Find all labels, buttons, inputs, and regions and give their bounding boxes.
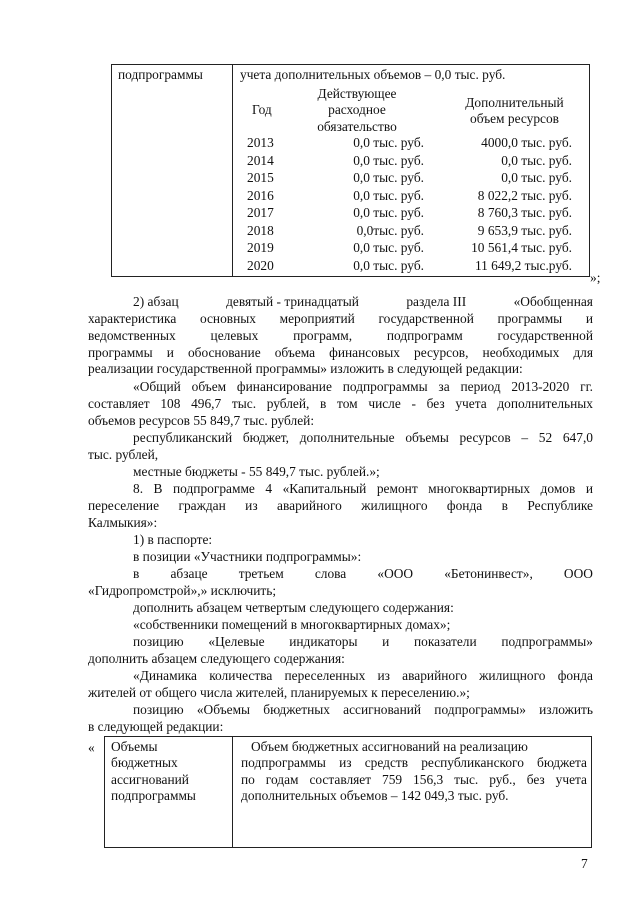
paragraph-line: республиканский бюджет, дополнительные объемы ресурсов – 52 647,0 [133, 430, 593, 445]
table-row: 2019 0,0 тыс. руб. 10 561,4 тыс. руб. [247, 240, 572, 255]
paragraph-line: программы и обоснование объема финансовых ресурсов, необходимых для [88, 345, 593, 360]
paragraph-line: характеристика основных мероприятий государственной программы и [88, 311, 593, 326]
table-rows [112, 135, 589, 275]
table-intro: учета дополнительных объемов – 0,0 тыс. руб. [240, 67, 506, 82]
header-year: Год [252, 102, 272, 117]
paragraph-line: «Общий объем финансирование подпрограммы за период 2013-2020 гг. [133, 379, 593, 394]
table-divider [232, 737, 233, 847]
paragraph-line: тыс. рублей, [88, 447, 159, 462]
table-row: 2015 0,0 тыс. руб. 0,0 тыс. руб. [247, 170, 572, 185]
paragraph-line: реализации государственной программы» изложить в следующей редакции: [88, 361, 523, 376]
open-quote: « [88, 740, 95, 755]
table-row: 2020 0,0 тыс. руб. 11 649,2 тыс.руб. [247, 257, 572, 273]
paragraph-line: позицию «Целевые индикаторы и показатели подпрограммы» [133, 634, 593, 649]
page-number: 7 [581, 856, 588, 871]
paragraph-line: «Динамика количества переселенных из аварийного жилищного фонда [133, 668, 593, 683]
table-label: подпрограммы [118, 67, 203, 82]
table-row: 2013 0,0 тыс. руб. 4000,0 тыс. руб. [247, 135, 572, 150]
closing-quote: »; [590, 270, 601, 285]
budget-text: Объем бюджетных ассигнований на реализацию подпрограммы из средств республиканского бюджета по годам составляет 759 156,3 тыс. руб., без учета дополнительных объемов – 142 049,3 тыс. руб. [241, 739, 587, 804]
paragraph-line: ведомственных целевых программ, подпрограмм государственной [88, 328, 593, 343]
table-label: Объемы бюджетных ассигнований подпрограммы [111, 739, 196, 804]
paragraph-line: в абзаце третьем слова «ООО «Бетонинвест», ООО [133, 566, 593, 581]
header-obligation: Действующее расходное обязательство [317, 86, 397, 134]
paragraph-line: местные бюджеты - 55 849,7 тыс. рублей.»; [133, 464, 380, 479]
paragraph-line: дополнить абзацем четвертым следующего содержания: [133, 600, 454, 615]
paragraph-line: переселение граждан из аварийного жилищного фонда в Республике [88, 498, 593, 513]
table-row: 2018 0,0тыс. руб. 9 653,9 тыс. руб. [247, 222, 572, 238]
header-additional: Дополнительный объем ресурсов [465, 95, 564, 127]
paragraph-line: 2) абзац девятый - тринадцатый раздела III «Обобщенная [133, 294, 593, 309]
table-row: 2017 0,0 тыс. руб. 8 760,3 тыс. руб. [247, 205, 572, 220]
paragraph-line: «собственники помещений в многоквартирных домах»; [133, 617, 451, 632]
paragraph-line: дополнить абзацем следующего содержания: [88, 651, 345, 666]
paragraph-line: 8. В подпрограмме 4 «Капитальный ремонт многоквартирных домов и [133, 481, 593, 496]
paragraph-line: позицию «Объемы бюджетных ассигнований подпрограммы» изложить [133, 702, 593, 717]
funding-table [111, 64, 590, 277]
paragraph-line: объемов ресурсов 55 849,7 тыс. рублей: [88, 413, 315, 428]
table-row: 2014 0,0 тыс. руб. 0,0 тыс. руб. [247, 152, 572, 168]
paragraph-line: Калмыкия»: [88, 515, 158, 530]
paragraph-line: в позиции «Участники подпрограммы»: [133, 549, 362, 564]
paragraph-line: жителей от общего числа жителей, планируемых к переселению.»; [88, 685, 470, 700]
paragraph-line: в следующей редакции: [88, 719, 224, 734]
paragraph-line: «Гидропромстрой»,» исключить; [88, 583, 277, 598]
budget-table [104, 736, 592, 848]
paragraph-line: 1) в паспорте: [133, 532, 213, 547]
table-row: 2016 0,0 тыс. руб. 8 022,2 тыс. руб. [247, 187, 572, 203]
paragraph-line: составляет 108 496,7 тыс. рублей, в том числе - без учета дополнительных [88, 396, 593, 411]
